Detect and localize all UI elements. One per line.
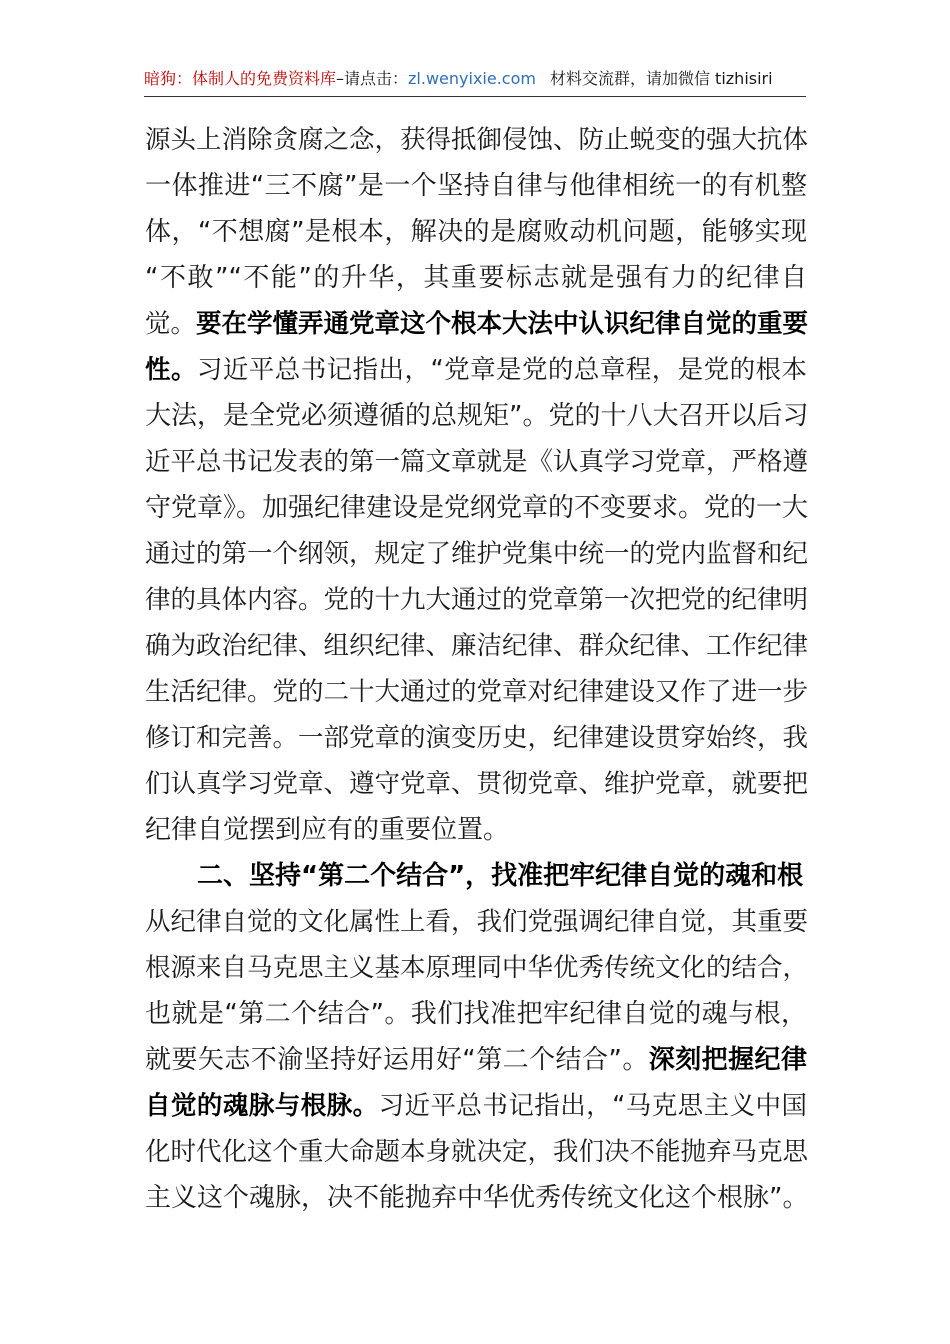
- text-line: [145, 1037, 807, 1083]
- header-wechat: 材料交流群，请加微信 tizhisiri: [549, 69, 773, 88]
- body-text: 就要矢志不渝坚持好运用好“第二个结合”。: [145, 1045, 649, 1075]
- text-line: [145, 485, 807, 531]
- text-line: [145, 1129, 807, 1175]
- body-text: 从纪律自觉的文化属性上看，我们党强调纪律自觉，其重要: [145, 907, 809, 937]
- text-line: [145, 623, 807, 669]
- text-line: [145, 163, 807, 209]
- text-line: [145, 669, 807, 715]
- body-text: 确为政治纪律、组织纪律、廉洁纪律、群众纪律、工作纪律: [145, 631, 809, 661]
- body-text: 守党章》。加强纪律建设是党纲党章的不变要求。党的一大: [145, 493, 809, 523]
- body-text: 化时代化这个重大命题本身就决定，我们决不能抛弃马克思: [145, 1137, 809, 1167]
- bold-text: 性。: [145, 355, 197, 385]
- body-text: “不敢”“不能”的升华，其重要标志就是强有力的纪律自: [145, 263, 807, 293]
- body-text: 一体推进“三不腐”是一个坚持自律与他律相统一的有机整: [145, 171, 807, 201]
- text-line: [145, 255, 807, 301]
- bold-text: 要在学懂弄通党章这个根本大法中认识纪律自觉的重要: [196, 309, 809, 339]
- body-text: 根源来自马克思主义基本原理同中华优秀传统文化的结合，: [145, 953, 809, 983]
- page-header: [144, 62, 806, 97]
- text-line: [145, 117, 807, 163]
- body-text: 觉。: [145, 309, 197, 339]
- text-line: [145, 301, 807, 347]
- text-line: [145, 439, 807, 485]
- body-text: 们认真学习党章、遵守党章、贯彻党章、维护党章，就要把: [145, 769, 809, 799]
- body-text: 也就是“第二个结合”。我们找准把牢纪律自觉的魂与根，: [145, 999, 807, 1029]
- text-line: [145, 761, 807, 807]
- text-line: [145, 531, 807, 577]
- header-brand: 暗狗：体制人的免费资料库: [144, 69, 337, 88]
- body-text: 源头上消除贪腐之念，获得抵御侵蚀、防止蜕变的强大抗体: [145, 125, 809, 155]
- header-link[interactable]: zl.wenyixie.com: [408, 69, 536, 88]
- section-heading: [145, 853, 807, 899]
- text-line: [145, 991, 807, 1037]
- body-text: 通过的第一个纲领，规定了维护党集中统一的党内监督和纪: [145, 539, 809, 569]
- text-line: [145, 577, 807, 623]
- text-line: [145, 347, 807, 393]
- body-text: 纪律自觉摆到应有的重要位置。: [145, 815, 510, 845]
- body-text: 体，“不想腐”是根本，解决的是腐败动机问题，能够实现: [145, 217, 807, 247]
- body-text: 习近平总书记指出，“党章是党的总章程，是党的根本: [196, 355, 807, 385]
- text-line: [145, 209, 807, 255]
- text-line: [145, 1083, 807, 1129]
- body-text: 律的具体内容。党的十九大通过的党章第一次把党的纪律明: [145, 585, 809, 615]
- text-line: [145, 899, 807, 945]
- document-body: [145, 117, 807, 1221]
- bold-text: 自觉的魂脉与根脉。: [145, 1091, 379, 1121]
- text-line: [145, 393, 807, 439]
- body-text: 生活纪律。党的二十大通过的党章对纪律建设又作了进一步: [145, 677, 809, 707]
- body-text: 大法，是全党必须遵循的总规矩”。党的十八大召开以后习: [145, 401, 809, 431]
- text-line: [145, 1175, 807, 1221]
- body-text: 习近平总书记指出，“马克思主义中国: [378, 1091, 807, 1121]
- body-text: 近平总书记发表的第一篇文章就是《认真学习党章，严格遵: [145, 447, 809, 477]
- body-text: 主义这个魂脉，决不能抛弃中华优秀传统文化这个根脉”。: [145, 1183, 809, 1213]
- body-text: 修订和完善。一部党章的演变历史，纪律建设贯穿始终，我: [145, 723, 809, 753]
- bold-text: 深刻把握纪律: [648, 1045, 807, 1075]
- text-line: [145, 807, 807, 853]
- text-line: [145, 715, 807, 761]
- bold-text: 二、坚持“第二个结合”，找准把牢纪律自觉的魂和根: [197, 861, 804, 891]
- header-prompt: –请点击：: [336, 69, 409, 88]
- text-line: [145, 945, 807, 991]
